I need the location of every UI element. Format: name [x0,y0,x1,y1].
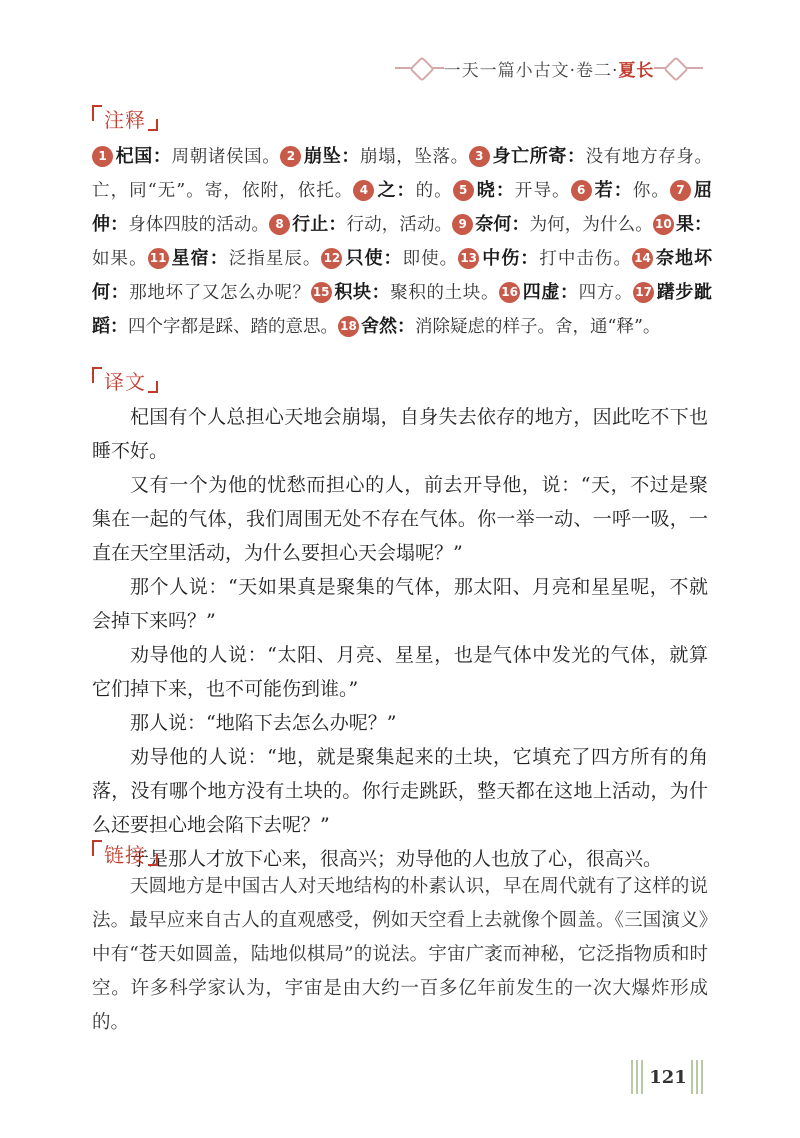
note-definition: 即使。 [402,249,459,269]
note-definition: 为何，为什么。 [529,215,653,235]
note-definition: 的。 [415,181,453,201]
note-definition: 周朝诸侯国。 [171,147,281,167]
note-term: 躇步跐蹈： [92,282,712,337]
note-definition: 聚积的土块。 [390,283,500,303]
note-item [321,249,458,269]
note-number-badge: 2 [280,146,301,167]
note-number-badge: 13 [458,248,479,269]
note-definition: 消除疑虑的样子。舍，通“释”。 [415,317,661,337]
note-term: 四虚： [522,282,579,303]
note-number-badge: 17 [633,282,654,303]
running-header [395,51,703,85]
note-definition: 打中击伤。 [539,249,632,269]
note-term: 星宿： [170,248,229,269]
note-definition: 行动，活动。 [346,215,453,235]
bracket-ornament [148,381,158,393]
note-definition: 崩塌，坠落。 [359,147,469,167]
link-label-text: 链接 [104,842,146,867]
note-number-badge: 12 [321,248,342,269]
note-number-badge: 16 [499,282,520,303]
header-ornament-left [395,55,444,81]
note-item [311,283,499,303]
note-term: 只使： [344,248,403,269]
notes-block [92,140,712,344]
note-term: 若： [593,180,633,201]
note-definition: 如果。 [92,249,148,269]
stripe-ornament-left [631,1060,645,1094]
note-definition: 身体四肢的活动。 [128,215,270,235]
note-definition: 四方。 [578,283,634,303]
header-book-title: 一天一篇小古文·卷二· [443,60,619,81]
stripe-ornament-right [691,1060,705,1094]
translation-block [92,400,708,876]
note-term: 奈地坏何： [92,248,713,303]
note-term: 屈伸： [92,180,713,235]
note-term: 杞国： [115,146,172,167]
link-block [92,870,708,1040]
note-item [338,317,660,337]
note-definition: 没有地方存身。亡，同“无”。寄，依附，依托。 [92,147,712,201]
note-number-badge: 15 [311,282,332,303]
note-item [148,249,322,269]
note-number-badge: 10 [653,214,674,235]
note-number-badge: 4 [353,180,374,201]
note-term: 崩坠： [303,146,360,167]
note-item [280,147,468,167]
translation-section-label [92,365,158,395]
header-ornament-right [654,55,703,81]
note-term: 身亡所寄： [491,146,586,167]
note-number-badge: 6 [571,180,592,201]
page-number: 121 [649,1066,687,1088]
note-term: 之： [376,180,416,201]
bracket-ornament [92,840,102,856]
page-footer [628,1058,708,1096]
note-item [452,215,653,235]
note-definition: 你。 [632,181,670,201]
note-term: 舍然： [361,316,415,337]
link-section-label [92,838,158,868]
bracket-ornament [92,105,102,121]
note-item [571,181,670,201]
bracket-ornament [92,367,102,383]
note-item [453,181,571,201]
notes-section-label [92,103,158,133]
translation-paragraph: 杞国有个人总担心天地会崩塌，自身失去依存的地方，因此吃不下也睡不好。 [92,406,708,462]
note-term: 积块： [333,282,391,303]
note-term: 果： [675,214,713,235]
note-number-badge: 7 [670,180,691,201]
note-number-badge: 9 [452,214,473,235]
translation-paragraph: 那人说：“地陷下去怎么办呢？” [130,712,397,734]
header-season: 夏长 [618,60,655,81]
translation-paragraph: 劝导他的人说：“太阳、月亮、星星，也是气体中发光的气体，就算它们掉下来，也不可能伤到谁。” [92,644,708,700]
note-term: 行止： [292,214,347,235]
link-paragraph: 天圆地方是中国古人对天地结构的朴素认识，早在周代就有了这样的说法。最早应来自古人的直观感受，例如天空看上去就像个圆盖。《三国演义》中有“苍天如圆盖，陆地似棋局”的说法。宇宙广袤而神秘，它泛指物质和时空。许多科学家认为，宇宙是由大约一百多亿年前发生的一次大爆炸形成的。 [92,876,708,1033]
note-item [499,283,633,303]
note-number-badge: 18 [338,316,359,337]
translation-label-text: 译文 [104,369,146,394]
note-definition: 那地坏了又怎么办呢？ [129,283,311,303]
translation-paragraph: 又有一个为他的忧愁而担心的人，前去开导他，说：“天，不过是聚集在一起的气体，我们周围无处不存在气体。你一举一动、一呼一吸，一直在天空里活动，为什么要担心天会塌呢？” [92,474,708,564]
note-definition: 开导。 [514,181,571,201]
note-number-badge: 3 [469,146,490,167]
header-title [444,56,655,81]
note-item [92,147,280,167]
note-definition: 四个字都是踩、踏的意思。 [128,317,338,337]
note-term: 中伤： [481,248,540,269]
translation-paragraph: 于是那人才放下心来，很高兴；劝导他的人也放了心，很高兴。 [130,848,663,870]
translation-paragraph: 劝导他的人说：“地，就是聚集起来的土块，它填充了四方所有的角落，没有哪个地方没有土块的。你行走跳跃，整天都在这地上活动，为什么还要担心地会陷下去呢？” [92,746,708,836]
bracket-ornament [148,854,158,866]
note-term: 晓： [475,180,515,201]
note-term: 奈何： [475,214,530,235]
translation-paragraph: 那个人说：“天如果真是聚集的气体，那太阳、月亮和星星呢，不就会掉下来吗？” [92,576,708,632]
note-number-badge: 5 [453,180,474,201]
notes-label-text: 注释 [104,107,146,132]
note-number-badge: 8 [269,214,290,235]
note-definition: 泛指星辰。 [228,249,322,269]
note-number-badge: 14 [632,248,653,269]
note-item [458,249,632,269]
note-number-badge: 11 [148,248,169,269]
note-number-badge: 1 [92,146,113,167]
note-item [269,215,452,235]
bracket-ornament [148,119,158,131]
note-item [353,181,452,201]
